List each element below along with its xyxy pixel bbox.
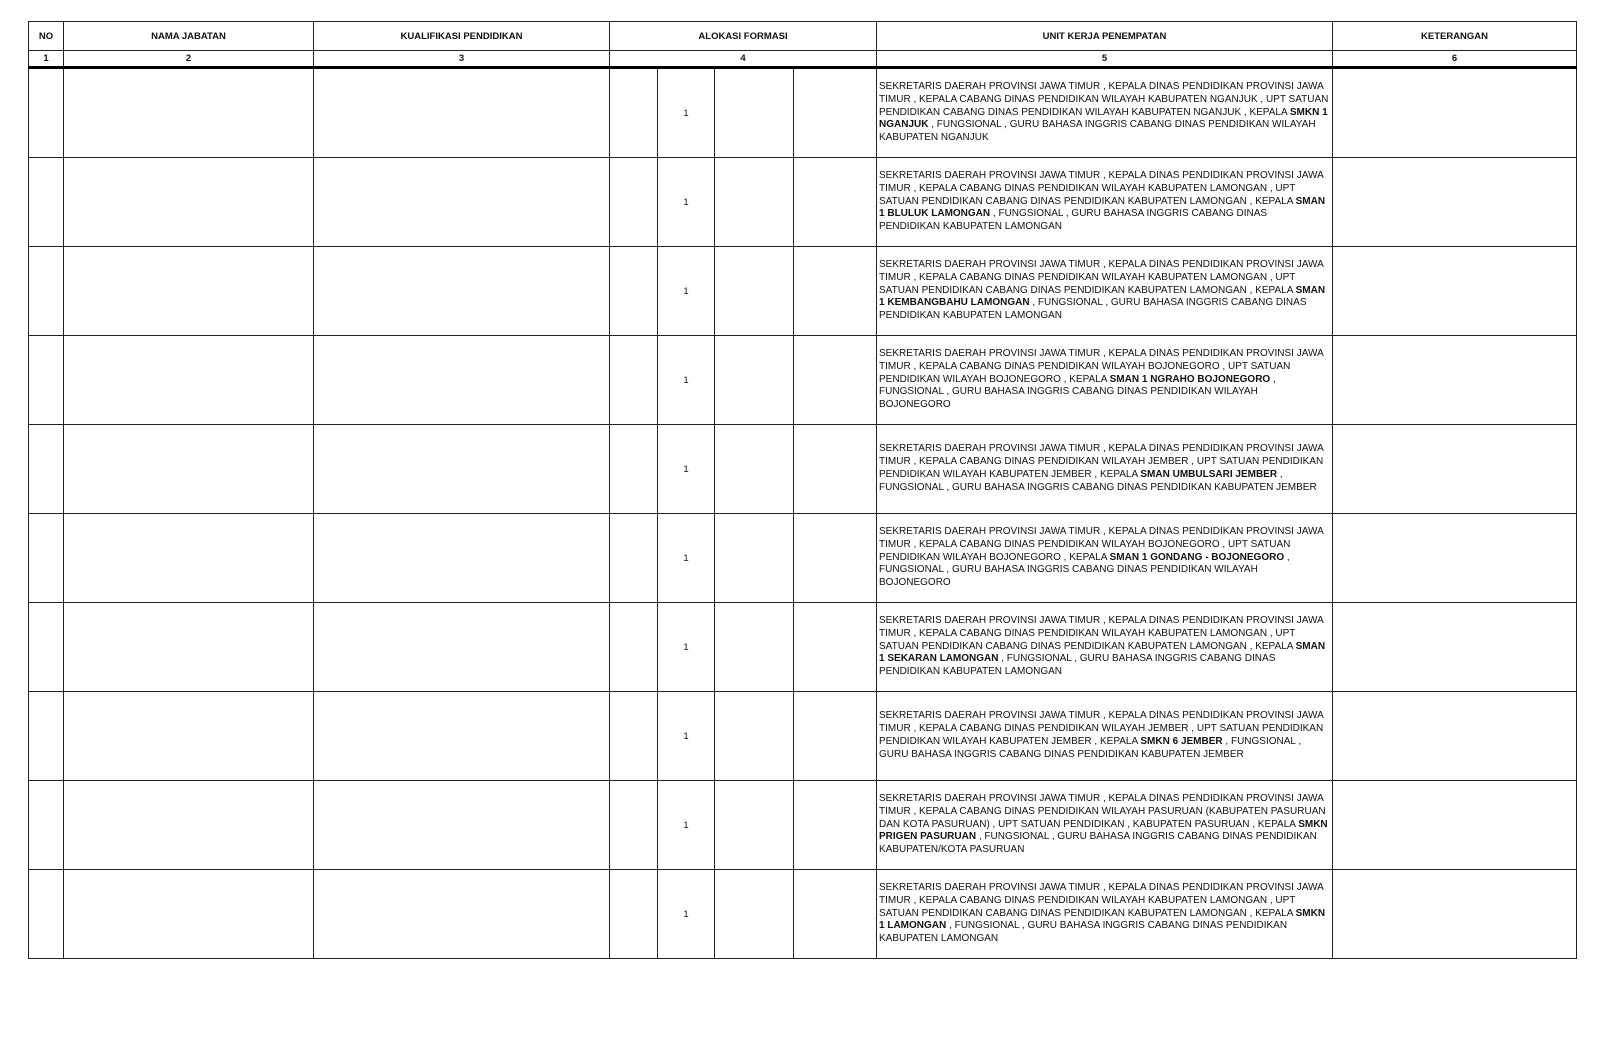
table-row: [29, 336, 1577, 425]
unit-school-name: SMAN 1 NGRAHO BOJONEGORO: [1109, 373, 1271, 385]
cell-kualifikasi: [314, 247, 610, 336]
cell-alokasi-d: [794, 336, 877, 425]
cell-alokasi-a: [610, 603, 658, 692]
cell-alokasi-d: [794, 603, 877, 692]
unit-text: SEKRETARIS DAERAH PROVINSI JAWA TIMUR , KEPALA DINAS PENDIDIKAN PROVINSI JAWA TIMUR , KEPALA CABANG DINAS PENDIDIKAN WILAYAH KABUPATEN LAMONGAN , UPT SATUAN PENDIDIKAN CABANG DINAS PENDIDIKAN KABUPATEN LAMONGAN , KEPALA: [879, 615, 1324, 652]
cell-unit-kerja: [877, 870, 1333, 959]
cell-alokasi-a: [610, 781, 658, 870]
cell-alokasi-d: [794, 870, 877, 959]
cell-nama-jabatan: [64, 781, 314, 870]
unit-school-name: SMKN 1 LAMONGAN: [879, 907, 1326, 932]
table-row: [29, 692, 1577, 781]
cell-unit-kerja: [877, 692, 1333, 781]
cell-keterangan: [1333, 336, 1577, 425]
cell-nama-jabatan: [64, 247, 314, 336]
cell-alokasi-a: [610, 158, 658, 247]
cell-alokasi-d: [794, 68, 877, 158]
cell-no: [29, 425, 64, 514]
cell-alokasi-c: [715, 425, 794, 514]
cell-alokasi-c: [715, 781, 794, 870]
unit-text-tail: , FUNGSIONAL , GURU BAHASA INGGRIS CABANG DINAS PENDIDIKAN WILAYAH BOJONEGORO: [879, 551, 1290, 589]
unit-school-name: SMKN PRIGEN PASURUAN: [879, 818, 1328, 843]
cell-alokasi-a: [610, 692, 658, 781]
cell-keterangan: [1333, 603, 1577, 692]
cell-keterangan: [1333, 514, 1577, 603]
cell-kualifikasi: [314, 425, 610, 514]
cell-keterangan: [1333, 870, 1577, 959]
cell-alokasi-c: [715, 692, 794, 781]
unit-text: SEKRETARIS DAERAH PROVINSI JAWA TIMUR , KEPALA DINAS PENDIDIKAN PROVINSI JAWA TIMUR , KEPALA CABANG DINAS PENDIDIKAN WILAYAH BOJONEGORO , UPT SATUAN PENDIDIKAN WILAYAH BOJONEGORO , KEPALA: [879, 526, 1324, 563]
cell-unit-kerja: [877, 336, 1333, 425]
cell-kualifikasi: [314, 514, 610, 603]
cell-keterangan: [1333, 158, 1577, 247]
unit-text: SEKRETARIS DAERAH PROVINSI JAWA TIMUR , KEPALA DINAS PENDIDIKAN PROVINSI JAWA TIMUR , KEPALA CABANG DINAS PENDIDIKAN WILAYAH KABUPATEN NGANJUK , UPT SATUAN PENDIDIKAN CABANG DINAS PENDIDIKAN WILAYAH KABUPATEN NGANJUK , KEPALA: [879, 81, 1329, 118]
cell-keterangan: [1333, 781, 1577, 870]
cell-alokasi-d: [794, 158, 877, 247]
cell-alokasi-a: [610, 247, 658, 336]
cell-nama-jabatan: [64, 514, 314, 603]
header-unit-kerja-penempatan: UNIT KERJA PENEMPATAN: [877, 22, 1333, 51]
cell-alokasi-count: 1: [658, 603, 715, 692]
unit-text-tail: , FUNGSIONAL , GURU BAHASA INGGRIS CABANG DINAS PENDIDIKAN KABUPATEN LAMONGAN: [879, 920, 1288, 945]
unit-text-tail: , FUNGSIONAL , GURU BAHASA INGGRIS CABANG DINAS PENDIDIKAN KABUPATEN JEMBER: [879, 469, 1317, 493]
unit-school-name: SMKN 1 NGANJUK: [879, 106, 1328, 131]
cell-alokasi-c: [715, 68, 794, 158]
cell-alokasi-a: [610, 514, 658, 603]
cell-no: [29, 514, 64, 603]
unit-text: SEKRETARIS DAERAH PROVINSI JAWA TIMUR , KEPALA DINAS PENDIDIKAN PROVINSI JAWA TIMUR , KEPALA CABANG DINAS PENDIDIKAN WILAYAH KABUPATEN LAMONGAN , UPT SATUAN PENDIDIKAN CABANG DINAS PENDIDIKAN KABUPATEN LAMONGAN , KEPALA: [879, 170, 1324, 207]
cell-nama-jabatan: [64, 336, 314, 425]
unit-text-tail: , FUNGSIONAL , GURU BAHASA INGGRIS CABANG DINAS PENDIDIKAN WILAYAH KABUPATEN NGANJUK: [879, 119, 1316, 144]
column-number-row: [29, 51, 1577, 68]
cell-alokasi-c: [715, 514, 794, 603]
unit-text-tail: , FUNGSIONAL , GURU BAHASA INGGRIS CABANG DINAS PENDIDIKAN KABUPATEN JEMBER: [879, 736, 1302, 760]
cell-keterangan: [1333, 425, 1577, 514]
cell-no: [29, 247, 64, 336]
cell-kualifikasi: [314, 870, 610, 959]
cell-unit-kerja: [877, 514, 1333, 603]
cell-unit-kerja: [877, 425, 1333, 514]
cell-alokasi-d: [794, 514, 877, 603]
cell-alokasi-count: 1: [658, 68, 715, 158]
cell-no: [29, 158, 64, 247]
table-row: [29, 158, 1577, 247]
unit-text: SEKRETARIS DAERAH PROVINSI JAWA TIMUR , KEPALA DINAS PENDIDIKAN PROVINSI JAWA TIMUR , KEPALA CABANG DINAS PENDIDIKAN WILAYAH KABUPATEN LAMONGAN , UPT SATUAN PENDIDIKAN CABANG DINAS PENDIDIKAN KABUPATEN LAMONGAN , KEPALA: [879, 882, 1324, 919]
column-number: 4: [610, 51, 877, 68]
cell-alokasi-a: [610, 336, 658, 425]
cell-nama-jabatan: [64, 870, 314, 959]
unit-text: SEKRETARIS DAERAH PROVINSI JAWA TIMUR , KEPALA DINAS PENDIDIKAN PROVINSI JAWA TIMUR , KEPALA CABANG DINAS PENDIDIKAN WILAYAH JEMBER , UPT SATUAN PENDIDIKAN PENDIDIKAN WILAYAH KABUPATEN JEMBER , KEPALA: [879, 443, 1324, 480]
cell-alokasi-c: [715, 247, 794, 336]
unit-text-tail: , FUNGSIONAL , GURU BAHASA INGGRIS CABANG DINAS PENDIDIKAN KABUPATEN LAMONGAN: [879, 653, 1276, 678]
cell-no: [29, 692, 64, 781]
unit-school-name: SMAN 1 GONDANG - BOJONEGORO: [1109, 551, 1285, 563]
column-number: 5: [877, 51, 1333, 68]
unit-text: SEKRETARIS DAERAH PROVINSI JAWA TIMUR , KEPALA DINAS PENDIDIKAN PROVINSI JAWA TIMUR , KEPALA CABANG DINAS PENDIDIKAN WILAYAH PASURUAN (KABUPATEN PASURUAN DAN KOTA PASURUAN) , UPT SATUAN PENDIDIKAN , KABUPATEN PASURUAN , KEPALA: [879, 793, 1326, 830]
unit-school-name: SMAN 1 KEMBANGBAHU LAMONGAN: [879, 284, 1326, 309]
table-row: [29, 870, 1577, 959]
header-kualifikasi-pendidikan: KUALIFIKASI PENDIDIKAN: [314, 22, 610, 51]
header-no: NO: [29, 22, 64, 51]
unit-text-tail: , FUNGSIONAL , GURU BAHASA INGGRIS CABANG DINAS PENDIDIKAN WILAYAH BOJONEGORO: [879, 373, 1276, 411]
unit-text-tail: , FUNGSIONAL , GURU BAHASA INGGRIS CABANG DINAS PENDIDIKAN KABUPATEN LAMONGAN: [879, 208, 1268, 233]
cell-alokasi-count: 1: [658, 781, 715, 870]
cell-alokasi-c: [715, 158, 794, 247]
unit-school-name: SMKN 6 JEMBER: [1140, 736, 1223, 747]
header-nama-jabatan: NAMA JABATAN: [64, 22, 314, 51]
cell-no: [29, 68, 64, 158]
cell-nama-jabatan: [64, 603, 314, 692]
unit-text-tail: , FUNGSIONAL , GURU BAHASA INGGRIS CABANG DINAS PENDIDIKAN KABUPATEN LAMONGAN: [879, 297, 1307, 322]
column-number: 2: [64, 51, 314, 68]
cell-alokasi-count: 1: [658, 425, 715, 514]
unit-text: SEKRETARIS DAERAH PROVINSI JAWA TIMUR , KEPALA DINAS PENDIDIKAN PROVINSI JAWA TIMUR , KEPALA CABANG DINAS PENDIDIKAN WILAYAH KABUPATEN LAMONGAN , UPT SATUAN PENDIDIKAN CABANG DINAS PENDIDIKAN KABUPATEN LAMONGAN , KEPALA: [879, 259, 1324, 296]
cell-kualifikasi: [314, 692, 610, 781]
column-number: 1: [29, 51, 64, 68]
cell-alokasi-d: [794, 247, 877, 336]
cell-alokasi-a: [610, 68, 658, 158]
header-alokasi-formasi: ALOKASI FORMASI: [610, 22, 877, 51]
cell-no: [29, 781, 64, 870]
cell-alokasi-count: 1: [658, 514, 715, 603]
cell-keterangan: [1333, 68, 1577, 158]
table-row: [29, 68, 1577, 158]
cell-kualifikasi: [314, 68, 610, 158]
cell-nama-jabatan: [64, 158, 314, 247]
unit-school-name: SMAN UMBULSARI JEMBER: [1140, 469, 1278, 480]
formasi-table: [28, 21, 1577, 959]
unit-text-tail: , FUNGSIONAL , GURU BAHASA INGGRIS CABANG DINAS PENDIDIKAN KABUPATEN/KOTA PASURUAN: [879, 831, 1317, 856]
unit-text: SEKRETARIS DAERAH PROVINSI JAWA TIMUR , KEPALA DINAS PENDIDIKAN PROVINSI JAWA TIMUR , KEPALA CABANG DINAS PENDIDIKAN WILAYAH BOJONEGORO , UPT SATUAN PENDIDIKAN WILAYAH BOJONEGORO , KEPALA: [879, 348, 1324, 385]
table-row: [29, 514, 1577, 603]
cell-nama-jabatan: [64, 692, 314, 781]
cell-no: [29, 336, 64, 425]
cell-alokasi-d: [794, 425, 877, 514]
cell-kualifikasi: [314, 603, 610, 692]
cell-alokasi-c: [715, 336, 794, 425]
cell-no: [29, 603, 64, 692]
cell-kualifikasi: [314, 336, 610, 425]
cell-alokasi-count: 1: [658, 158, 715, 247]
cell-nama-jabatan: [64, 425, 314, 514]
cell-alokasi-d: [794, 781, 877, 870]
cell-unit-kerja: [877, 68, 1333, 158]
cell-kualifikasi: [314, 158, 610, 247]
cell-alokasi-count: 1: [658, 692, 715, 781]
header-keterangan: KETERANGAN: [1333, 22, 1577, 51]
cell-unit-kerja: [877, 603, 1333, 692]
table-row: [29, 425, 1577, 514]
cell-no: [29, 870, 64, 959]
table-row: [29, 603, 1577, 692]
unit-text: SEKRETARIS DAERAH PROVINSI JAWA TIMUR , KEPALA DINAS PENDIDIKAN PROVINSI JAWA TIMUR , KEPALA CABANG DINAS PENDIDIKAN WILAYAH JEMBER , UPT SATUAN PENDIDIKAN PENDIDIKAN WILAYAH KABUPATEN JEMBER , KEPALA: [879, 710, 1324, 747]
unit-school-name: SMAN 1 SEKARAN LAMONGAN: [879, 640, 1326, 665]
cell-alokasi-a: [610, 425, 658, 514]
cell-unit-kerja: [877, 158, 1333, 247]
cell-keterangan: [1333, 247, 1577, 336]
table-row: [29, 781, 1577, 870]
table-row: [29, 247, 1577, 336]
column-number: 6: [1333, 51, 1577, 68]
cell-alokasi-a: [610, 870, 658, 959]
cell-alokasi-count: 1: [658, 870, 715, 959]
unit-school-name: SMAN 1 BLULUK LAMONGAN: [879, 195, 1326, 220]
header-row: [29, 22, 1577, 51]
cell-alokasi-count: 1: [658, 247, 715, 336]
cell-alokasi-c: [715, 603, 794, 692]
cell-keterangan: [1333, 692, 1577, 781]
cell-nama-jabatan: [64, 68, 314, 158]
cell-unit-kerja: [877, 781, 1333, 870]
cell-alokasi-c: [715, 870, 794, 959]
cell-alokasi-count: 1: [658, 336, 715, 425]
column-number: 3: [314, 51, 610, 68]
cell-unit-kerja: [877, 247, 1333, 336]
cell-kualifikasi: [314, 781, 610, 870]
cell-alokasi-d: [794, 692, 877, 781]
